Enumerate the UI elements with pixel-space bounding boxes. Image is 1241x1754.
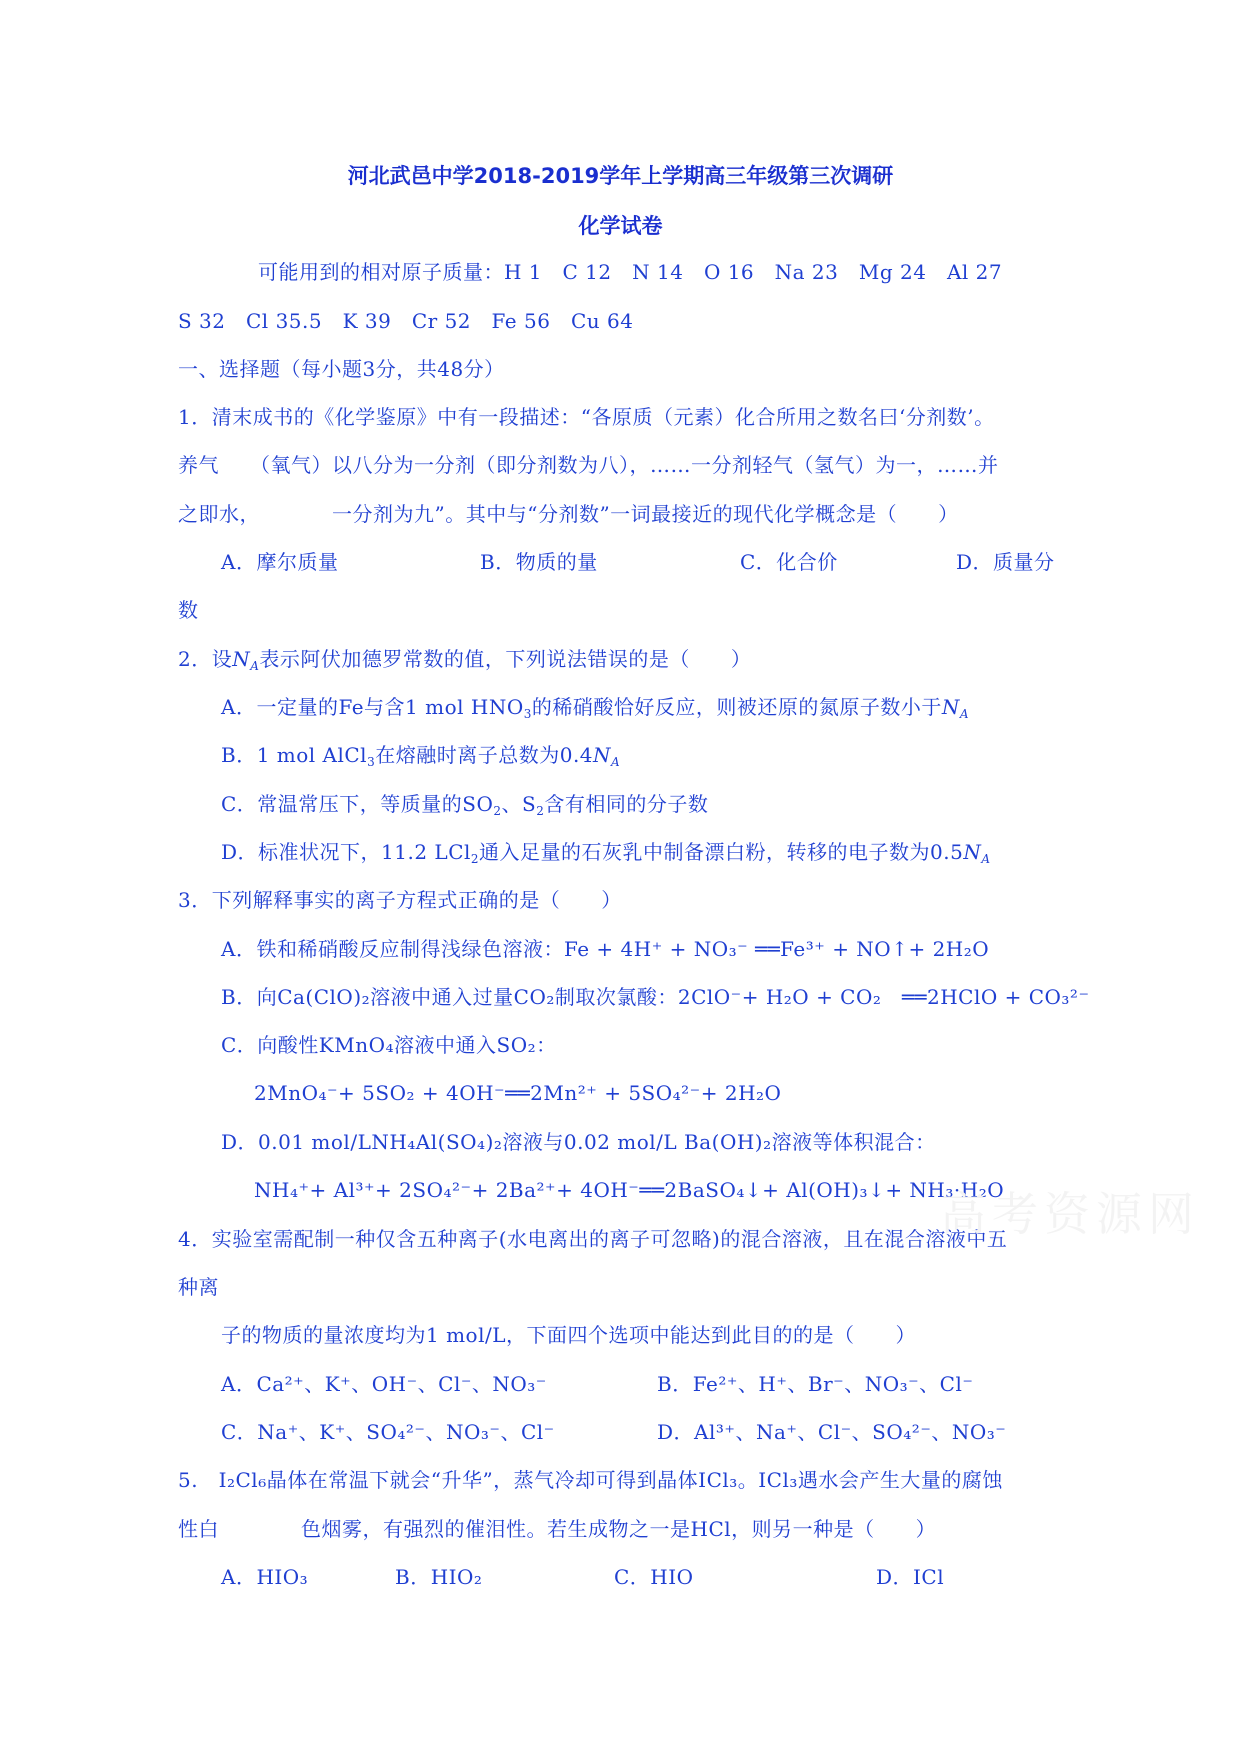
q2-stem-pre: 2．设 <box>178 647 233 671</box>
q5-option-c: C．HIO <box>614 1565 694 1589</box>
q1-option-a: A．摩尔质量 <box>221 550 339 574</box>
na-subscript: A <box>981 852 991 866</box>
subscript: 2 <box>470 852 480 866</box>
exam-title: 河北武邑中学2018-2019学年上学期高三年级第三次调研 <box>347 164 894 188</box>
q1-option-b: B．物质的量 <box>480 550 598 574</box>
na-subscript: A <box>959 707 970 721</box>
na-subscript: A <box>611 755 621 769</box>
q1-option-d-wrap: 数 <box>178 598 199 622</box>
q2-option-c-mid: 、S <box>501 792 537 816</box>
subscript: 2 <box>536 804 545 818</box>
q2-option-b <box>221 741 620 769</box>
q4-option-d: D．Al³⁺、Na⁺、Cl⁻、SO₄²⁻、NO₃⁻ <box>657 1420 1007 1444</box>
subscript: 3 <box>367 755 376 769</box>
q5-option-a: A．HIO₃ <box>221 1565 309 1589</box>
watermark: 高考资源网 <box>940 1187 1200 1241</box>
q1-option-c: C．化合价 <box>740 550 838 574</box>
na-symbol: N <box>593 743 612 767</box>
q2-option-c <box>221 790 708 818</box>
q2-option-a <box>221 693 969 721</box>
q2-option-c-pre: C．常温常压下，等质量的SO <box>221 792 494 816</box>
q5-option-d: D．ICl <box>876 1565 945 1589</box>
q1-stem-line-2: 养气 （氧气）以八分为一分剂（即分剂数为八），……一分剂轻气（氢气）为一，……并 <box>178 453 999 477</box>
q5-option-b: B．HIO₂ <box>395 1565 483 1589</box>
na-symbol: N <box>963 840 982 864</box>
q5-stem-line-2: 性白 色烟雾，有强烈的催泪性。若生成物之一是HCl，则另一种是（ ） <box>178 1517 937 1541</box>
q2-stem-post: 表示阿伏加德罗常数的值，下列说法错误的是（ ） <box>259 647 752 671</box>
section-heading: 一、选择题（每小题3分，共48分） <box>178 357 505 381</box>
q2-option-a-post: 的稀硝酸恰好反应，则被还原的氮原子数小于 <box>531 695 942 719</box>
q2-option-d-post: 通入足量的石灰乳中制备漂白粉，转移的电子数为0.5 <box>479 840 964 864</box>
q2-option-d <box>221 838 991 866</box>
q2-option-a-pre: A．一定量的Fe与含1 mol HNO <box>221 695 524 719</box>
subscript: 3 <box>523 707 532 721</box>
q2-option-b-post: 在熔融时离子总数为0.4 <box>375 743 594 767</box>
q1-option-d: D．质量分 <box>956 550 1055 574</box>
exam-subtitle: 化学试卷 <box>578 214 663 238</box>
q2-option-b-pre: B．1 mol AlCl <box>221 743 368 767</box>
q1-stem-line-1: 1．清末成书的《化学鉴原》中有一段描述：“各原质（元素）化合所用之数名曰‘分剂数’。 <box>178 405 995 429</box>
q3-option-c-equation: 2MnO₄⁻+ 5SO₂ + 4OH⁻══2Mn²⁺ + 5SO₄²⁻+ 2H₂O <box>254 1081 782 1105</box>
q3-option-d: D．0.01 mol/LNH₄Al(SO₄)₂溶液与0.02 mol/L Ba(OH)₂溶液等体积混合： <box>221 1130 936 1154</box>
q3-option-d-equation: NH₄⁺+ Al³⁺+ 2SO₄²⁻+ 2Ba²⁺+ 4OH⁻══2BaSO₄↓+ Al(OH)₃↓+ NH₃·H₂O <box>254 1178 1005 1202</box>
q4-stem-line-2: 种离 <box>178 1275 219 1299</box>
q4-option-c: C．Na⁺、K⁺、SO₄²⁻、NO₃⁻、Cl⁻ <box>221 1420 555 1444</box>
q3-stem: 3．下列解释事实的离子方程式正确的是（ ） <box>178 888 622 912</box>
q1-stem-line-3: 之即水， 一分剂为九”。其中与“分剂数”一词最接近的现代化学概念是（ ） <box>178 502 959 526</box>
subscript: 2 <box>493 804 502 818</box>
na-subscript: A <box>250 659 260 673</box>
q4-option-b: B．Fe²⁺、H⁺、Br⁻、NO₃⁻、Cl⁻ <box>657 1372 974 1396</box>
q4-stem-line-3: 子的物质的量浓度均为1 mol/L，下面四个选项中能达到此目的的是（ ） <box>221 1323 917 1347</box>
q2-stem <box>178 645 751 673</box>
atomic-masses-line-1: 可能用到的相对原子质量：H 1 C 12 N 14 O 16 Na 23 Mg 24 Al 27 <box>258 260 1003 284</box>
q5-stem-line-1: 5. I₂Cl₆晶体在常温下就会“升华”，蒸气冷却可得到晶体ICl₃。ICl₃遇水会产生大量的腐蚀 <box>178 1468 1003 1492</box>
q2-option-c-post: 含有相同的分子数 <box>544 792 709 816</box>
q2-option-d-pre: D．标准状况下，11.2 LCl <box>221 840 471 864</box>
q4-stem-line-1: 4．实验室需配制一种仅含五种离子(水电离出的离子可忽略)的混合溶液，且在混合溶液中五 <box>178 1227 1008 1251</box>
atomic-masses-line-2: S 32 Cl 35.5 K 39 Cr 52 Fe 56 Cu 64 <box>178 309 634 333</box>
q3-option-a: A．铁和稀硝酸反应制得浅绿色溶液：Fe + 4H⁺ + NO₃⁻ ══Fe³⁺ + NO↑+ 2H₂O <box>221 937 990 961</box>
q4-option-a: A．Ca²⁺、K⁺、OH⁻、Cl⁻、NO₃⁻ <box>221 1372 547 1396</box>
q3-option-c: C．向酸性KMnO₄溶液中通入SO₂： <box>221 1033 557 1057</box>
na-symbol: N <box>232 647 251 671</box>
q3-option-b: B．向Ca(ClO)₂溶液中通入过量CO₂制取次氯酸：2ClO⁻+ H₂O + CO₂ ══2HClO + CO₃²⁻ <box>221 985 1090 1009</box>
na-symbol: N <box>941 695 960 719</box>
